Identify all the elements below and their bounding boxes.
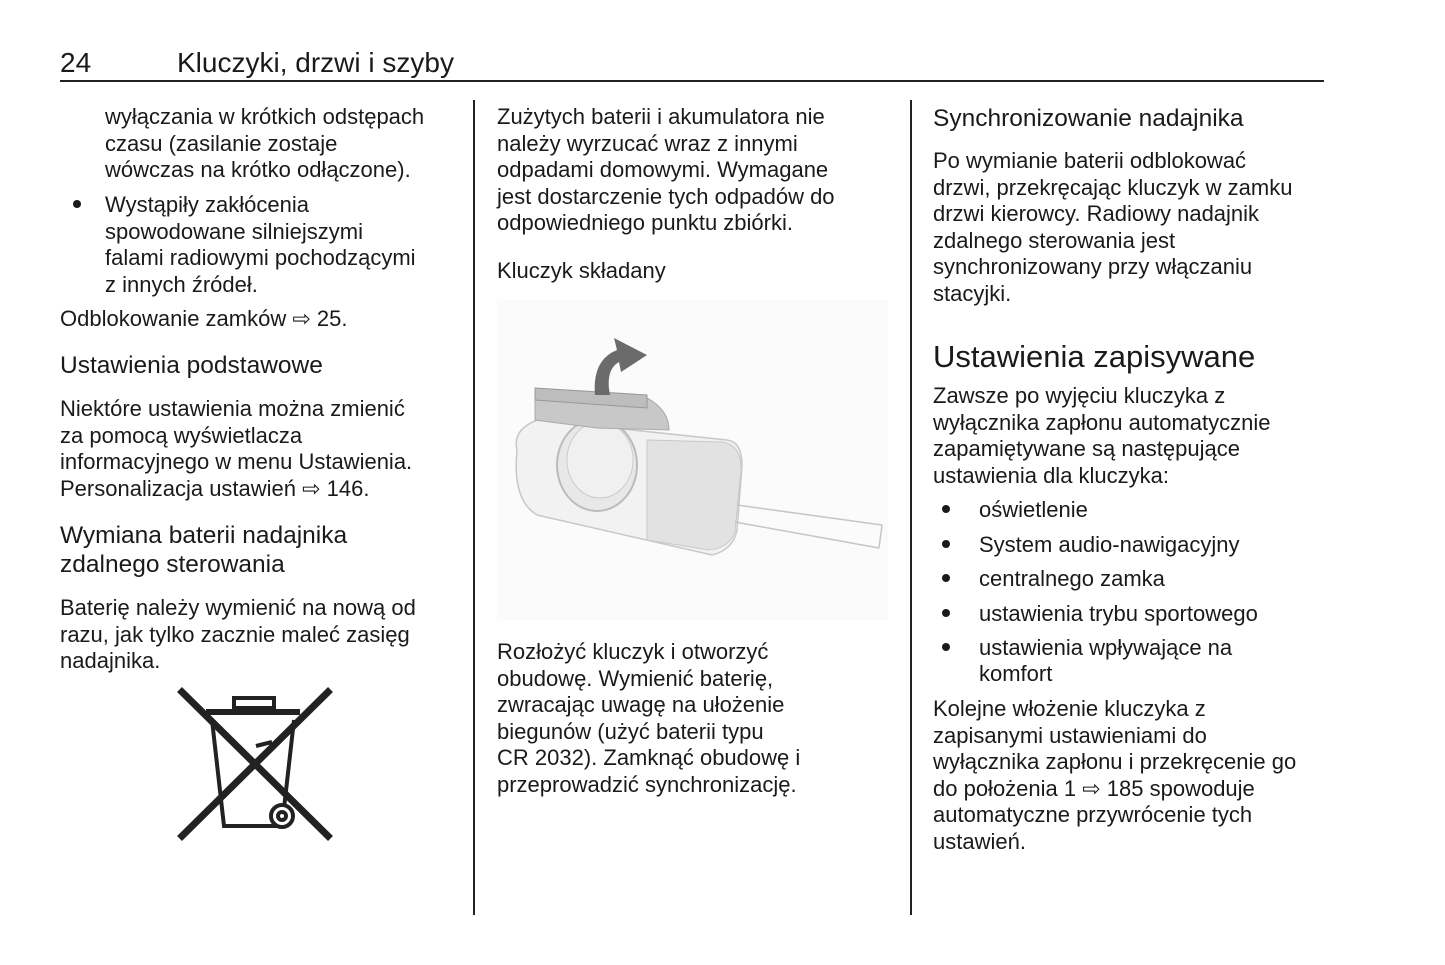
paragraph-synchronization-line: drzwi kierowcy. Radiowy nadajnik — [933, 201, 1260, 226]
bullet-icon — [942, 505, 950, 513]
bullet-item-line: ustawienia wpływające na — [979, 635, 1233, 660]
section-heading-synchronization-line: Synchronizowanie nadajnika — [933, 105, 1244, 132]
bullet-icon — [73, 200, 81, 208]
paragraph-saved-settings-line: ustawienia dla kluczyka: — [933, 462, 1170, 488]
bullet-item-line: spowodowane silniejszymi — [105, 218, 364, 244]
paragraph-restore-settings-line: ustawień. — [933, 828, 1026, 854]
section-heading-basic-settings-line: Ustawienia podstawowe — [60, 352, 323, 379]
section-heading-folding-key-line: Kluczyk składany — [497, 258, 666, 283]
page-number: 24 — [60, 47, 92, 78]
bullet-icon — [942, 609, 950, 617]
paragraph-saved-settings-line: zapamiętywane są następujące — [933, 436, 1240, 461]
column-divider — [910, 100, 912, 915]
paragraph-folding-key-line: Rozłożyć kluczyk i otworzyć — [497, 639, 769, 664]
bullet-icon — [942, 643, 950, 651]
paragraph-synchronization-line: stacyjki. — [933, 280, 1012, 306]
section-heading-battery-replacement-line: zdalnego sterowania — [60, 551, 285, 578]
paragraph-continued-line: wyłączania w krótkich odstępach — [105, 104, 425, 129]
bullet-item-line: oświetlenie — [979, 497, 1088, 522]
paragraph-battery-replacement-line: Baterię należy wymienić na nową od — [60, 595, 416, 620]
crossed-bin-icon — [176, 686, 334, 844]
paragraph-folding-key-line: CR 2032). Zamknąć obudowę i — [497, 745, 801, 770]
paragraph-restore-settings-line: Kolejne włożenie kluczyka z — [933, 696, 1206, 721]
paragraph-folding-key-line: przeprowadzić synchronizację. — [497, 771, 797, 797]
paragraph-folding-key-line: zwracając uwagę na ułożenie — [497, 692, 785, 717]
column-divider — [473, 100, 475, 915]
paragraph-basic-settings-line: Niektóre ustawienia można zmienić — [60, 396, 405, 421]
bullet-icon — [942, 574, 950, 582]
paragraph-synchronization-line: drzwi, przekręcając kluczyk w zamku — [933, 174, 1293, 200]
bullet-item-line: komfort — [979, 661, 1053, 686]
paragraph-battery-replacement-line: razu, jak tylko zacznie maleć zasięg — [60, 621, 410, 647]
paragraph-folding-key-line: biegunów (użyć baterii typu — [497, 718, 764, 744]
paragraph-disposal-line: odpowiedniego punktu zbiórki. — [497, 210, 793, 235]
paragraph-restore-settings-line: automatyczne przywrócenie tych — [933, 802, 1253, 827]
bullet-item-line: z innych źródeł. — [105, 271, 258, 297]
section-heading-saved-settings-line: Ustawienia zapisywane — [933, 339, 1256, 374]
bullet-icon — [942, 540, 950, 548]
paragraph-disposal-line: należy wyrzucać wraz z innymi — [497, 130, 798, 156]
folding-key-battery-illustration — [497, 300, 888, 620]
bullet-item-line: falami radiowymi pochodzącymi — [105, 245, 416, 270]
paragraph-saved-settings-line: wyłącznika zapłonu automatycznie — [933, 409, 1271, 435]
paragraph-synchronization-line: Po wymianie baterii odblokować — [933, 148, 1247, 173]
paragraph-restore-settings-line: zapisanymi ustawieniami do — [933, 722, 1207, 748]
bullet-item-line: Wystąpiły zakłócenia — [105, 192, 309, 217]
paragraph-folding-key-line: obudowę. Wymienić baterię, — [497, 665, 774, 691]
paragraph-synchronization-line: zdalnego sterowania jest — [933, 227, 1176, 253]
paragraph-continued-line: czasu (zasilanie zostaje — [105, 130, 338, 156]
bullet-item-line: centralnego zamka — [979, 566, 1165, 591]
paragraph-restore-settings-line: wyłącznika zapłonu i przekręcenie go — [933, 749, 1297, 774]
paragraph-basic-settings-line: Personalizacja ustawień ⇨ 146. — [60, 475, 370, 501]
cross-reference-line: Odblokowanie zamków ⇨ 25. — [60, 306, 348, 331]
paragraph-continued-line: wówczas na krótko odłączone). — [105, 157, 411, 182]
bullet-item-line: System audio-nawigacyjny — [979, 532, 1240, 557]
paragraph-restore-settings-line: do położenia 1 ⇨ 185 spowoduje — [933, 775, 1255, 801]
paragraph-basic-settings-line: za pomocą wyświetlacza — [60, 422, 303, 448]
paragraph-saved-settings-line: Zawsze po wyjęciu kluczyka z — [933, 383, 1226, 408]
paragraph-disposal-line: Zużytych baterii i akumulatora nie — [497, 104, 825, 129]
paragraph-disposal-line: odpadami domowymi. Wymagane — [497, 157, 829, 182]
header-rule — [60, 80, 1324, 82]
bullet-item-line: ustawienia trybu sportowego — [979, 601, 1258, 626]
chapter-title: Kluczyki, drzwi i szyby — [177, 47, 454, 78]
section-heading-battery-replacement-line: Wymiana baterii nadajnika — [60, 522, 348, 549]
paragraph-disposal-line: jest dostarczenie tych odpadów do — [497, 183, 835, 209]
paragraph-battery-replacement-line: nadajnika. — [60, 648, 161, 673]
paragraph-basic-settings-line: informacyjnego w menu Ustawienia. — [60, 449, 413, 474]
paragraph-synchronization-line: synchronizowany przy włączaniu — [933, 254, 1253, 279]
